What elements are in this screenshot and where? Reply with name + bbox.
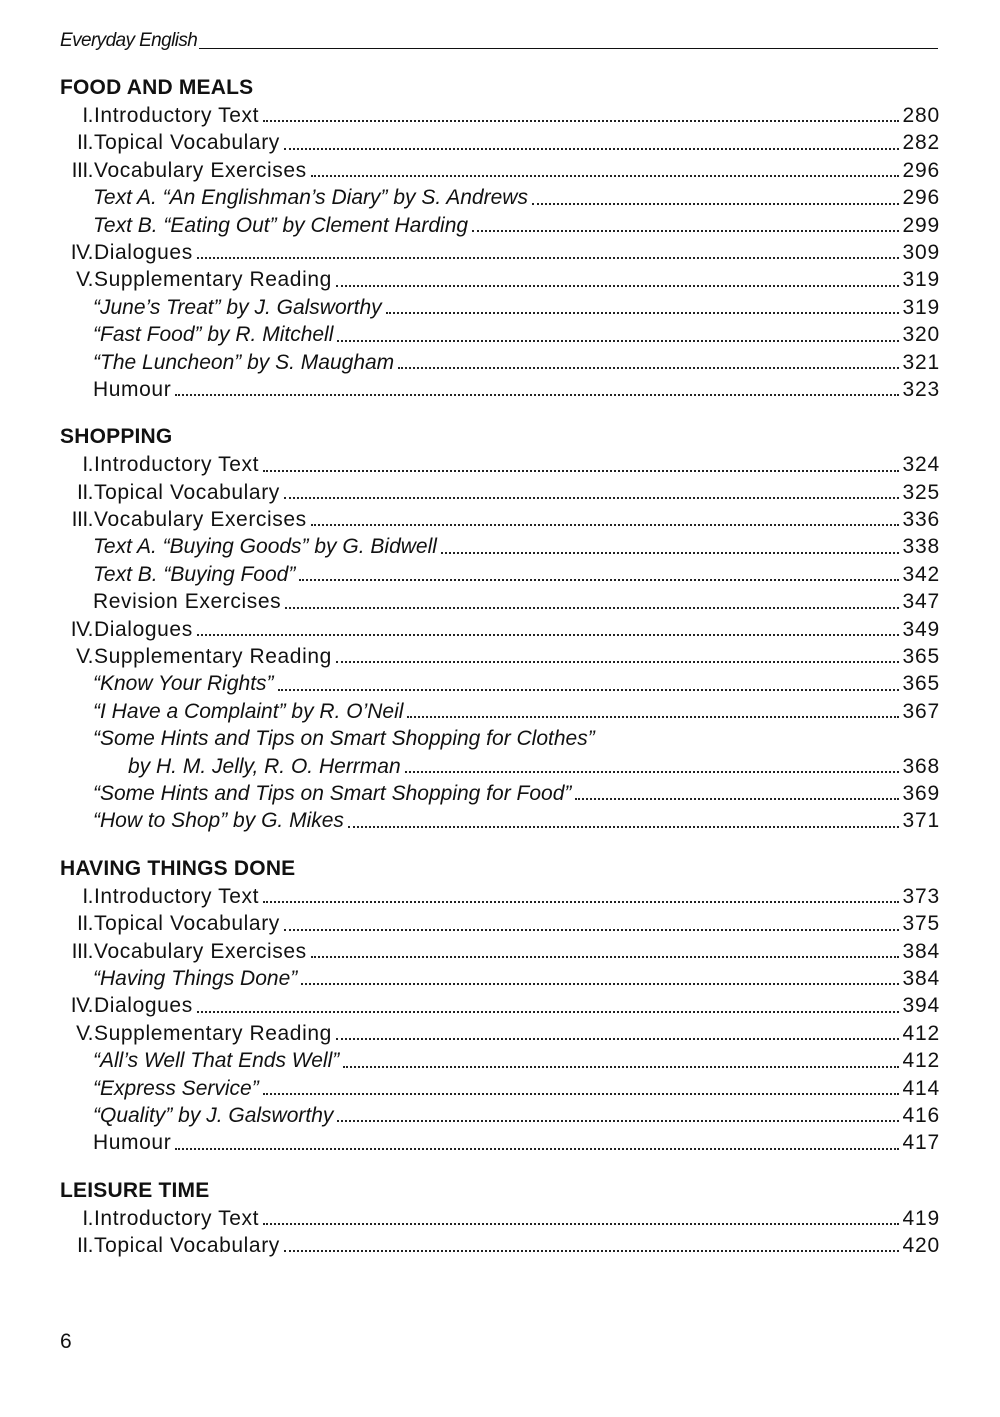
- entry-title: Text B. “Buying Food”: [93, 562, 296, 586]
- toc-entry: [60, 157, 940, 184]
- entry-page-number: 280: [902, 104, 940, 127]
- dot-leader: [263, 120, 898, 122]
- entry-page-number: 412: [902, 1049, 940, 1073]
- dot-leader: [311, 175, 899, 177]
- dot-leader: [343, 1066, 898, 1068]
- toc-entry: [60, 807, 940, 834]
- toc-entry: [60, 780, 940, 807]
- dot-leader: [386, 312, 899, 314]
- dot-leader: [575, 798, 898, 800]
- entry-page-number: 319: [902, 268, 940, 292]
- entry-page-number: 416: [902, 1103, 940, 1127]
- page-number: 6: [60, 1330, 72, 1353]
- entry-page-number: 367: [902, 699, 940, 723]
- dot-leader: [337, 1120, 898, 1122]
- toc-entry: [60, 992, 940, 1019]
- entry-page-number: 336: [902, 508, 940, 532]
- entry-title: Introductory Text: [94, 884, 260, 908]
- toc-entry: [60, 1020, 940, 1047]
- entry-page-number: 324: [902, 453, 940, 477]
- entry-page-number: 369: [902, 781, 940, 805]
- running-head-title: Everyday English: [60, 30, 198, 51]
- entry-page-number: 347: [902, 590, 940, 614]
- entry-page-number: 323: [902, 377, 940, 401]
- dot-leader: [299, 579, 898, 581]
- entry-title: Supplementary Reading: [94, 268, 332, 292]
- entry-title: Topical Vocabulary: [94, 131, 280, 155]
- toc-section: [60, 1177, 940, 1260]
- entry-title: Introductory Text: [94, 1206, 260, 1230]
- entry-numeral: II.: [76, 480, 93, 504]
- entry-page-number: 296: [902, 158, 940, 182]
- entry-title: Topical Vocabulary: [94, 480, 280, 504]
- entry-page-number: 384: [902, 966, 940, 990]
- dot-leader: [263, 470, 898, 472]
- toc-section: [60, 74, 940, 403]
- entry-title: Dialogues: [94, 240, 193, 264]
- entry-title: “June’s Treat” by J. Galsworthy: [93, 295, 382, 319]
- dot-leader: [311, 956, 899, 958]
- section-title: HAVING THINGS DONE: [60, 856, 296, 880]
- toc-entry: [60, 506, 940, 533]
- entry-numeral: III.: [71, 158, 93, 182]
- entry-page-number: 319: [902, 295, 940, 319]
- entry-numeral: II.: [76, 912, 93, 936]
- toc-entry: [60, 533, 940, 560]
- entry-page-number: 282: [902, 131, 940, 155]
- dot-leader: [405, 771, 899, 773]
- dot-leader: [336, 661, 899, 663]
- toc-entry: [60, 1075, 940, 1102]
- dot-leader: [197, 257, 899, 259]
- toc-entry: [60, 321, 940, 348]
- entry-numeral: I.: [82, 1206, 93, 1230]
- dot-leader: [337, 340, 898, 342]
- entry-numeral: III.: [71, 508, 93, 532]
- toc-entry: [60, 670, 940, 697]
- entry-numeral: V.: [76, 1021, 93, 1045]
- toc-section: [60, 855, 940, 1157]
- entry-page-number: 420: [902, 1234, 940, 1258]
- section-title: FOOD AND MEALS: [60, 76, 254, 99]
- toc-entry: [60, 616, 940, 643]
- dot-leader: [284, 1250, 899, 1252]
- entry-numeral: II.: [76, 131, 93, 155]
- entry-title: Introductory Text: [94, 104, 260, 127]
- toc-entry: [60, 479, 940, 506]
- toc-entry: [60, 294, 940, 321]
- entry-title: Dialogues: [94, 994, 193, 1018]
- section-title: LEISURE TIME: [60, 1178, 210, 1202]
- dot-leader: [311, 524, 899, 526]
- entry-page-number: 320: [902, 323, 940, 347]
- entry-page-number: 338: [902, 535, 940, 559]
- entry-title: Text B. “Eating Out” by Clement Harding: [93, 213, 469, 237]
- dot-leader: [285, 607, 898, 609]
- entry-numeral: III.: [71, 939, 93, 963]
- entry-page-number: 375: [902, 912, 940, 936]
- entry-page-number: 414: [902, 1076, 940, 1100]
- entry-numeral: V.: [76, 268, 93, 292]
- entry-title: “The Luncheon” by S. Maugham: [93, 350, 395, 374]
- dot-leader: [472, 230, 898, 232]
- entry-title: “Know Your Rights”: [93, 672, 274, 696]
- dot-leader: [175, 394, 898, 396]
- toc-entry: [60, 1205, 940, 1232]
- entry-page-number: 325: [902, 480, 940, 504]
- entry-title: Vocabulary Exercises: [94, 508, 307, 532]
- dot-leader: [336, 285, 899, 287]
- entry-title: “Some Hints and Tips on Smart Shopping for Clothes”: [93, 727, 595, 751]
- entry-title: Text A. “Buying Goods” by G. Bidwell: [93, 535, 437, 559]
- toc-entry: [60, 725, 940, 752]
- entry-title: “All’s Well That Ends Well”: [93, 1049, 340, 1073]
- entry-page-number: 349: [902, 617, 940, 641]
- entry-numeral: I.: [82, 104, 93, 127]
- running-head-rule: [199, 48, 938, 49]
- toc-entry: [60, 1232, 940, 1259]
- dot-leader: [197, 1011, 899, 1013]
- toc-section: [60, 423, 940, 834]
- dot-leader: [197, 634, 899, 636]
- entry-title: Text A. “An Englishman’s Diary” by S. Andrews: [93, 186, 528, 210]
- toc-entry: [60, 938, 940, 965]
- entry-page-number: 384: [902, 939, 940, 963]
- dot-leader: [301, 983, 898, 985]
- dot-leader: [263, 1093, 899, 1095]
- running-head: [60, 30, 938, 52]
- entry-numeral: I.: [82, 884, 93, 908]
- entry-title: “Having Things Done”: [93, 966, 298, 990]
- toc-entry: [60, 910, 940, 937]
- entry-title: Humour: [93, 377, 172, 401]
- entry-title: Topical Vocabulary: [94, 1234, 280, 1258]
- entry-page-number: 417: [902, 1131, 940, 1155]
- toc-entry: [60, 753, 940, 780]
- entry-page-number: 309: [902, 240, 940, 264]
- entry-page-number: 365: [902, 672, 940, 696]
- toc-entry: [60, 102, 940, 129]
- entry-title: “Quality” by J. Galsworthy: [93, 1103, 334, 1127]
- entry-numeral: IV.: [70, 994, 93, 1018]
- dot-leader: [398, 367, 898, 369]
- dot-leader: [532, 203, 899, 205]
- entry-title: Supplementary Reading: [94, 645, 332, 669]
- entry-title: Supplementary Reading: [94, 1021, 332, 1045]
- entry-numeral: V.: [76, 645, 93, 669]
- section-title: SHOPPING: [60, 425, 173, 449]
- toc-entry: [60, 349, 940, 376]
- toc-entry: [60, 129, 940, 156]
- dot-leader: [336, 1038, 899, 1040]
- entry-title: by H. M. Jelly, R. O. Herrman: [128, 754, 401, 778]
- dot-leader: [407, 716, 898, 718]
- toc-entry: [60, 643, 940, 670]
- toc-entry: [60, 1047, 940, 1074]
- toc-entry: [60, 266, 940, 293]
- table-of-contents: [60, 74, 940, 1279]
- entry-page-number: 342: [902, 562, 940, 586]
- toc-entry: [60, 1129, 940, 1156]
- dot-leader: [348, 826, 899, 828]
- dot-leader: [284, 497, 899, 499]
- toc-entry: [60, 212, 940, 239]
- entry-title: “Some Hints and Tips on Smart Shopping for Food”: [93, 781, 572, 805]
- entry-page-number: 296: [902, 186, 940, 210]
- entry-page-number: 394: [902, 994, 940, 1018]
- dot-leader: [441, 552, 899, 554]
- dot-leader: [263, 901, 898, 903]
- dot-leader: [278, 689, 899, 691]
- entry-title: “Fast Food” by R. Mitchell: [93, 323, 334, 347]
- entry-page-number: 419: [902, 1206, 940, 1230]
- entry-numeral: II.: [76, 1234, 93, 1258]
- entry-page-number: 365: [902, 645, 940, 669]
- toc-entry: [60, 561, 940, 588]
- dot-leader: [284, 148, 899, 150]
- entry-title: Vocabulary Exercises: [94, 939, 307, 963]
- entry-page-number: 368: [902, 754, 940, 778]
- entry-title: Dialogues: [94, 617, 193, 641]
- toc-entry: [60, 376, 940, 403]
- toc-entry: [60, 184, 940, 211]
- entry-title: Humour: [93, 1131, 172, 1155]
- entry-page-number: 373: [902, 884, 940, 908]
- dot-leader: [284, 929, 899, 931]
- entry-title: Topical Vocabulary: [94, 912, 280, 936]
- entry-title: Introductory Text: [94, 453, 260, 477]
- entry-title: “I Have a Complaint” by R. O’Neil: [93, 699, 404, 723]
- toc-entry: [60, 698, 940, 725]
- entry-page-number: 371: [902, 809, 940, 833]
- entry-title: “Express Service”: [93, 1076, 259, 1100]
- toc-entry: [60, 588, 940, 615]
- toc-entry: [60, 1102, 940, 1129]
- toc-entry: [60, 883, 940, 910]
- entry-title: Vocabulary Exercises: [94, 158, 307, 182]
- toc-entry: [60, 451, 940, 478]
- entry-title: “How to Shop” by G. Mikes: [93, 809, 344, 833]
- entry-page-number: 412: [902, 1021, 940, 1045]
- dot-leader: [175, 1148, 898, 1150]
- entry-numeral: IV.: [70, 240, 93, 264]
- toc-entry: [60, 965, 940, 992]
- entry-title: Revision Exercises: [93, 590, 282, 614]
- toc-entry: [60, 239, 940, 266]
- entry-numeral: IV.: [70, 617, 93, 641]
- entry-page-number: 299: [902, 213, 940, 237]
- entry-numeral: I.: [82, 453, 93, 477]
- dot-leader: [263, 1223, 898, 1225]
- entry-page-number: 321: [902, 350, 940, 374]
